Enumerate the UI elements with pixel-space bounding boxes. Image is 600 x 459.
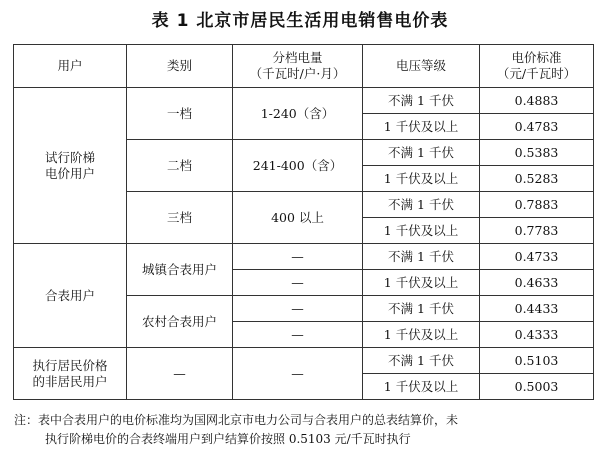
tier2-range: 241-400（含）: [233, 140, 363, 192]
price-cell: 0.5003: [480, 374, 594, 400]
price-cell: 0.5383: [480, 140, 594, 166]
price-cell: 0.7783: [480, 218, 594, 244]
tier2-name: 二档: [127, 140, 233, 192]
table-row: [14, 244, 594, 270]
voltage-cell: 1 千伏及以上: [363, 374, 480, 400]
header-price-line1: 电价标准: [511, 50, 562, 65]
group-tiered-label-line1: 试行阶梯: [44, 149, 95, 165]
header-tier-line1: 分档电量: [272, 50, 323, 65]
group-tiered-label-line2: 电价用户: [44, 165, 95, 181]
header-user: 用户: [14, 45, 127, 88]
voltage-cell: 1 千伏及以上: [363, 322, 480, 348]
header-category: 类别: [127, 45, 233, 88]
footnote-line1: 注：表中合表用户的电价标准均为国网北京市电力公司与合表用户的总表结算价，未: [14, 413, 459, 427]
tier3-name: 三档: [127, 192, 233, 244]
price-cell: 0.4333: [480, 322, 594, 348]
voltage-cell: 不满 1 千伏: [363, 296, 480, 322]
header-price: [480, 45, 594, 88]
nonresident-range-dash: —: [233, 348, 363, 400]
price-cell: 0.4783: [480, 114, 594, 140]
group-nonresident-label: [14, 348, 127, 400]
group-tiered-label: [14, 88, 127, 244]
voltage-cell: 1 千伏及以上: [363, 114, 480, 140]
tier3-range: 400 以上: [233, 192, 363, 244]
voltage-cell: 1 千伏及以上: [363, 166, 480, 192]
voltage-cell: 不满 1 千伏: [363, 88, 480, 114]
price-cell: 0.4733: [480, 244, 594, 270]
header-voltage: 电压等级: [363, 45, 480, 88]
table-title: 表 1 北京市居民生活用电销售电价表: [151, 11, 449, 31]
voltage-cell: 1 千伏及以上: [363, 218, 480, 244]
voltage-cell: 不满 1 千伏: [363, 140, 480, 166]
group-nonresident-label-line1: 执行居民价格: [32, 357, 108, 373]
table-row: [14, 88, 594, 114]
group-combined-label: 合表用户: [14, 244, 127, 348]
range-dash: —: [233, 296, 363, 322]
header-tier: [233, 45, 363, 88]
footnote-line2: 执行阶梯电价的合表终端用户到户结算价按照 0.5103 元/千瓦时执行: [45, 432, 411, 446]
nonresident-category-dash: —: [127, 348, 233, 400]
voltage-cell: 不满 1 千伏: [363, 348, 480, 374]
range-dash: —: [233, 244, 363, 270]
voltage-cell: 不满 1 千伏: [363, 192, 480, 218]
price-cell: 0.5283: [480, 166, 594, 192]
price-cell: 0.4433: [480, 296, 594, 322]
header-price-line2: （元/千瓦时）: [496, 66, 577, 81]
table-row: [14, 348, 594, 374]
price-cell: 0.7883: [480, 192, 594, 218]
price-cell: 0.4633: [480, 270, 594, 296]
urban-combined-name: 城镇合表用户: [127, 244, 233, 296]
header-tier-line2: （千瓦时/户·月）: [249, 66, 346, 81]
voltage-cell: 1 千伏及以上: [363, 270, 480, 296]
range-dash: —: [233, 270, 363, 296]
voltage-cell: 不满 1 千伏: [363, 244, 480, 270]
price-cell: 0.5103: [480, 348, 594, 374]
tier1-name: 一档: [127, 88, 233, 140]
price-table: [13, 44, 594, 400]
footnote: [14, 411, 594, 449]
price-cell: 0.4883: [480, 88, 594, 114]
group-nonresident-label-line2: 的非居民用户: [32, 373, 108, 389]
range-dash: —: [233, 322, 363, 348]
header-row: [14, 45, 594, 88]
tier1-range: 1-240（含）: [233, 88, 363, 140]
rural-combined-name: 农村合表用户: [127, 296, 233, 348]
